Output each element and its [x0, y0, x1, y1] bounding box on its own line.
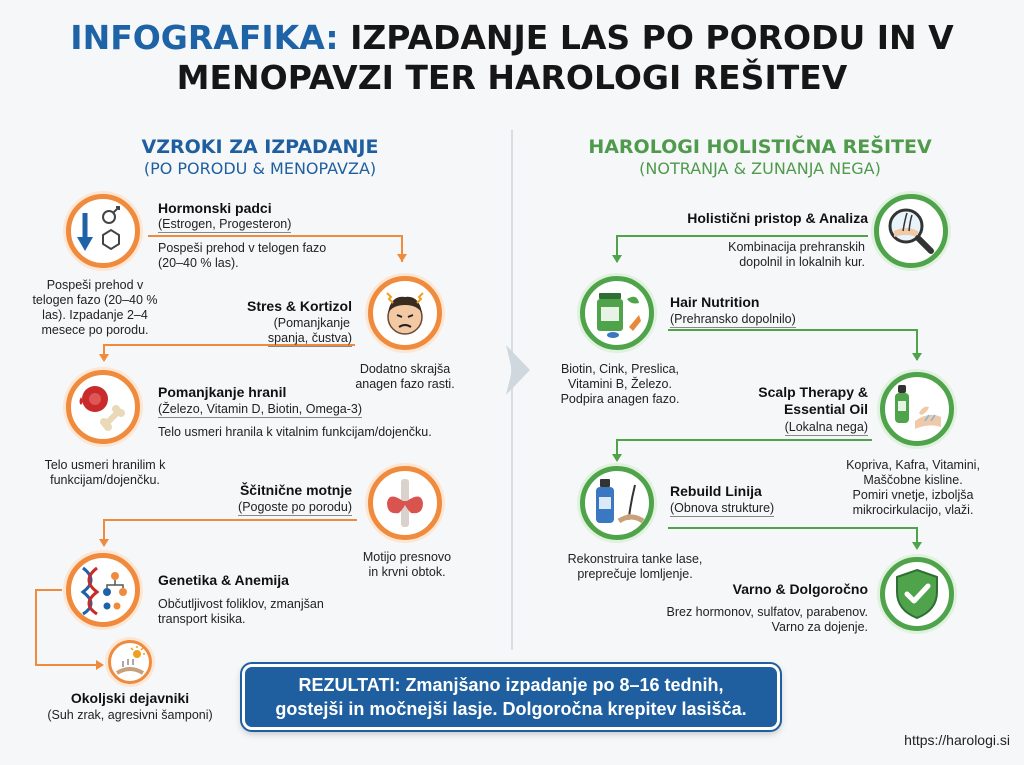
- thyroid-title: Ščitnične motnje: [239, 482, 352, 498]
- genetics-title: Genetika & Anemija: [158, 572, 289, 588]
- safe-desc-1: Brez hormonov, sulfatov, parabenov.: [666, 605, 868, 619]
- results-banner: [242, 664, 780, 730]
- safe-icon-circle: [880, 557, 954, 631]
- scalp-title-2: Essential Oil: [783, 401, 868, 417]
- scalp-sub: (Lokalna nega): [784, 420, 868, 434]
- hormone-title: Hormonski padci: [158, 200, 272, 216]
- analysis-icon-circle: [874, 194, 948, 268]
- nutrient-sub: (Železo, Vitamin D, Biotin, Omega-3): [158, 402, 363, 416]
- title-accent: INFOGRAFIKA:: [70, 18, 339, 57]
- right-subheading: (NOTRANJA & ZUNANJA NEGA): [639, 159, 881, 178]
- right-heading: HAROLOGI HOLISTIČNA REŠITEV: [588, 136, 932, 158]
- environment-icon-circle: [108, 640, 152, 684]
- bottle-hair-icon: [585, 471, 649, 535]
- thyroid-side-note: Motijo presnovo in krvni obtok.: [362, 550, 452, 579]
- results-line-1: REZULTATI: Zmanjšano izpadanje po 8–16 tednih,: [298, 675, 724, 695]
- stress-sub-1: (Pomanjkanje: [273, 316, 350, 330]
- shield-check-icon: [885, 562, 949, 626]
- scalp-side-note: Kopriva, Kafra, Vitamini, Maščobne kisline. Pomiri vnetje, izboljša mikrocirkulacijo, vlaži.: [846, 458, 980, 517]
- magnifier-follicle-icon: [879, 199, 943, 263]
- safe-desc-2: Varno za dojenje.: [771, 620, 868, 634]
- nutrition-sub: (Prehransko dopolnilo): [670, 312, 796, 326]
- rebuild-title: Rebuild Linija: [670, 483, 762, 499]
- genetics-icon-circle: [66, 553, 140, 627]
- blood-bone-icon: [71, 375, 135, 439]
- supplement-icon: [585, 281, 649, 345]
- nutrient-icon-circle: [66, 370, 140, 444]
- nutrient-side-note: Telo usmeri hranilim k funkcijam/dojenčku.: [44, 458, 166, 487]
- thyroid-sub: (Pogoste po porodu): [238, 500, 352, 514]
- nutrition-side-note: Biotin, Cink, Preslica, Vitamini B, Železo. Podpira anagen fazo.: [560, 362, 680, 406]
- hormone-icon-circle: [66, 194, 140, 268]
- nutrient-title: Pomanjkanje hranil: [158, 384, 287, 400]
- hormone-icon: [71, 199, 135, 263]
- nutrition-icon-circle: [580, 276, 654, 350]
- hormone-sub: (Estrogen, Progesteron): [158, 217, 292, 231]
- analysis-desc-2: dopolnil in lokalnih kur.: [739, 255, 865, 269]
- environment-sub: (Suh zrak, agresivni šamponi): [47, 708, 213, 722]
- genetics-desc-2: transport kisika.: [158, 612, 246, 626]
- stress-side-note: Dodatno skrajša anagen fazo rasti.: [355, 362, 455, 391]
- analysis-title: Holistični pristop & Analiza: [687, 210, 868, 226]
- nutrient-desc: Telo usmeri hranila k vitalnim funkcijam/dojenčku.: [158, 425, 432, 439]
- scalp-icon-circle: [880, 372, 954, 446]
- title-rest: IZPADANJE LAS PO PORODU IN V: [350, 18, 954, 57]
- rebuild-sub: (Obnova strukture): [670, 501, 775, 515]
- thyroid-icon-circle: [368, 466, 442, 540]
- sun-scalp-icon: [111, 643, 149, 681]
- genetics-desc-1: Občutljivost foliklov, zmanjšan: [158, 597, 324, 611]
- hormone-desc-2: (20–40 % las).: [158, 256, 239, 270]
- title-line2: MENOPAVZI TER HAROLOGI REŠITEV: [176, 58, 848, 97]
- rebuild-side-note: Rekonstruira tanke lase, preprečuje lomljenje.: [567, 552, 703, 581]
- hormone-desc-1: Pospeši prehod v telogen fazo: [158, 241, 327, 255]
- rebuild-icon-circle: [580, 466, 654, 540]
- safe-title: Varno & Dolgoročno: [732, 581, 868, 597]
- scalp-title-1: Scalp Therapy &: [758, 384, 868, 400]
- results-line-2: gostejši in močnejši lasje. Dolgoročna krepitev lasišča.: [275, 699, 747, 719]
- left-heading: VZROKI ZA IZPADANJE: [141, 136, 379, 158]
- oil-dropper-icon: [885, 377, 949, 441]
- thyroid-icon: [373, 471, 437, 535]
- stress-sub-2: spanja, čustva): [267, 331, 352, 345]
- left-subheading: (PO PORODU & MENOPAVZA): [143, 159, 377, 178]
- stress-icon-circle: [368, 276, 442, 350]
- analysis-desc-1: Kombinacija prehranskih: [728, 240, 865, 254]
- environment-title: Okoljski dejavniki: [70, 690, 190, 706]
- stressed-face-icon: [373, 281, 437, 345]
- nutrition-title: Hair Nutrition: [670, 294, 760, 310]
- dna-icon: [71, 558, 135, 622]
- website-url[interactable]: https://harologi.si: [904, 732, 1010, 748]
- stress-title: Stres & Kortizol: [246, 298, 352, 314]
- hormone-side-note: Pospeši prehod v telogen fazo (20–40 % las). Izpadanje 2–4 mesece po porodu.: [32, 278, 158, 337]
